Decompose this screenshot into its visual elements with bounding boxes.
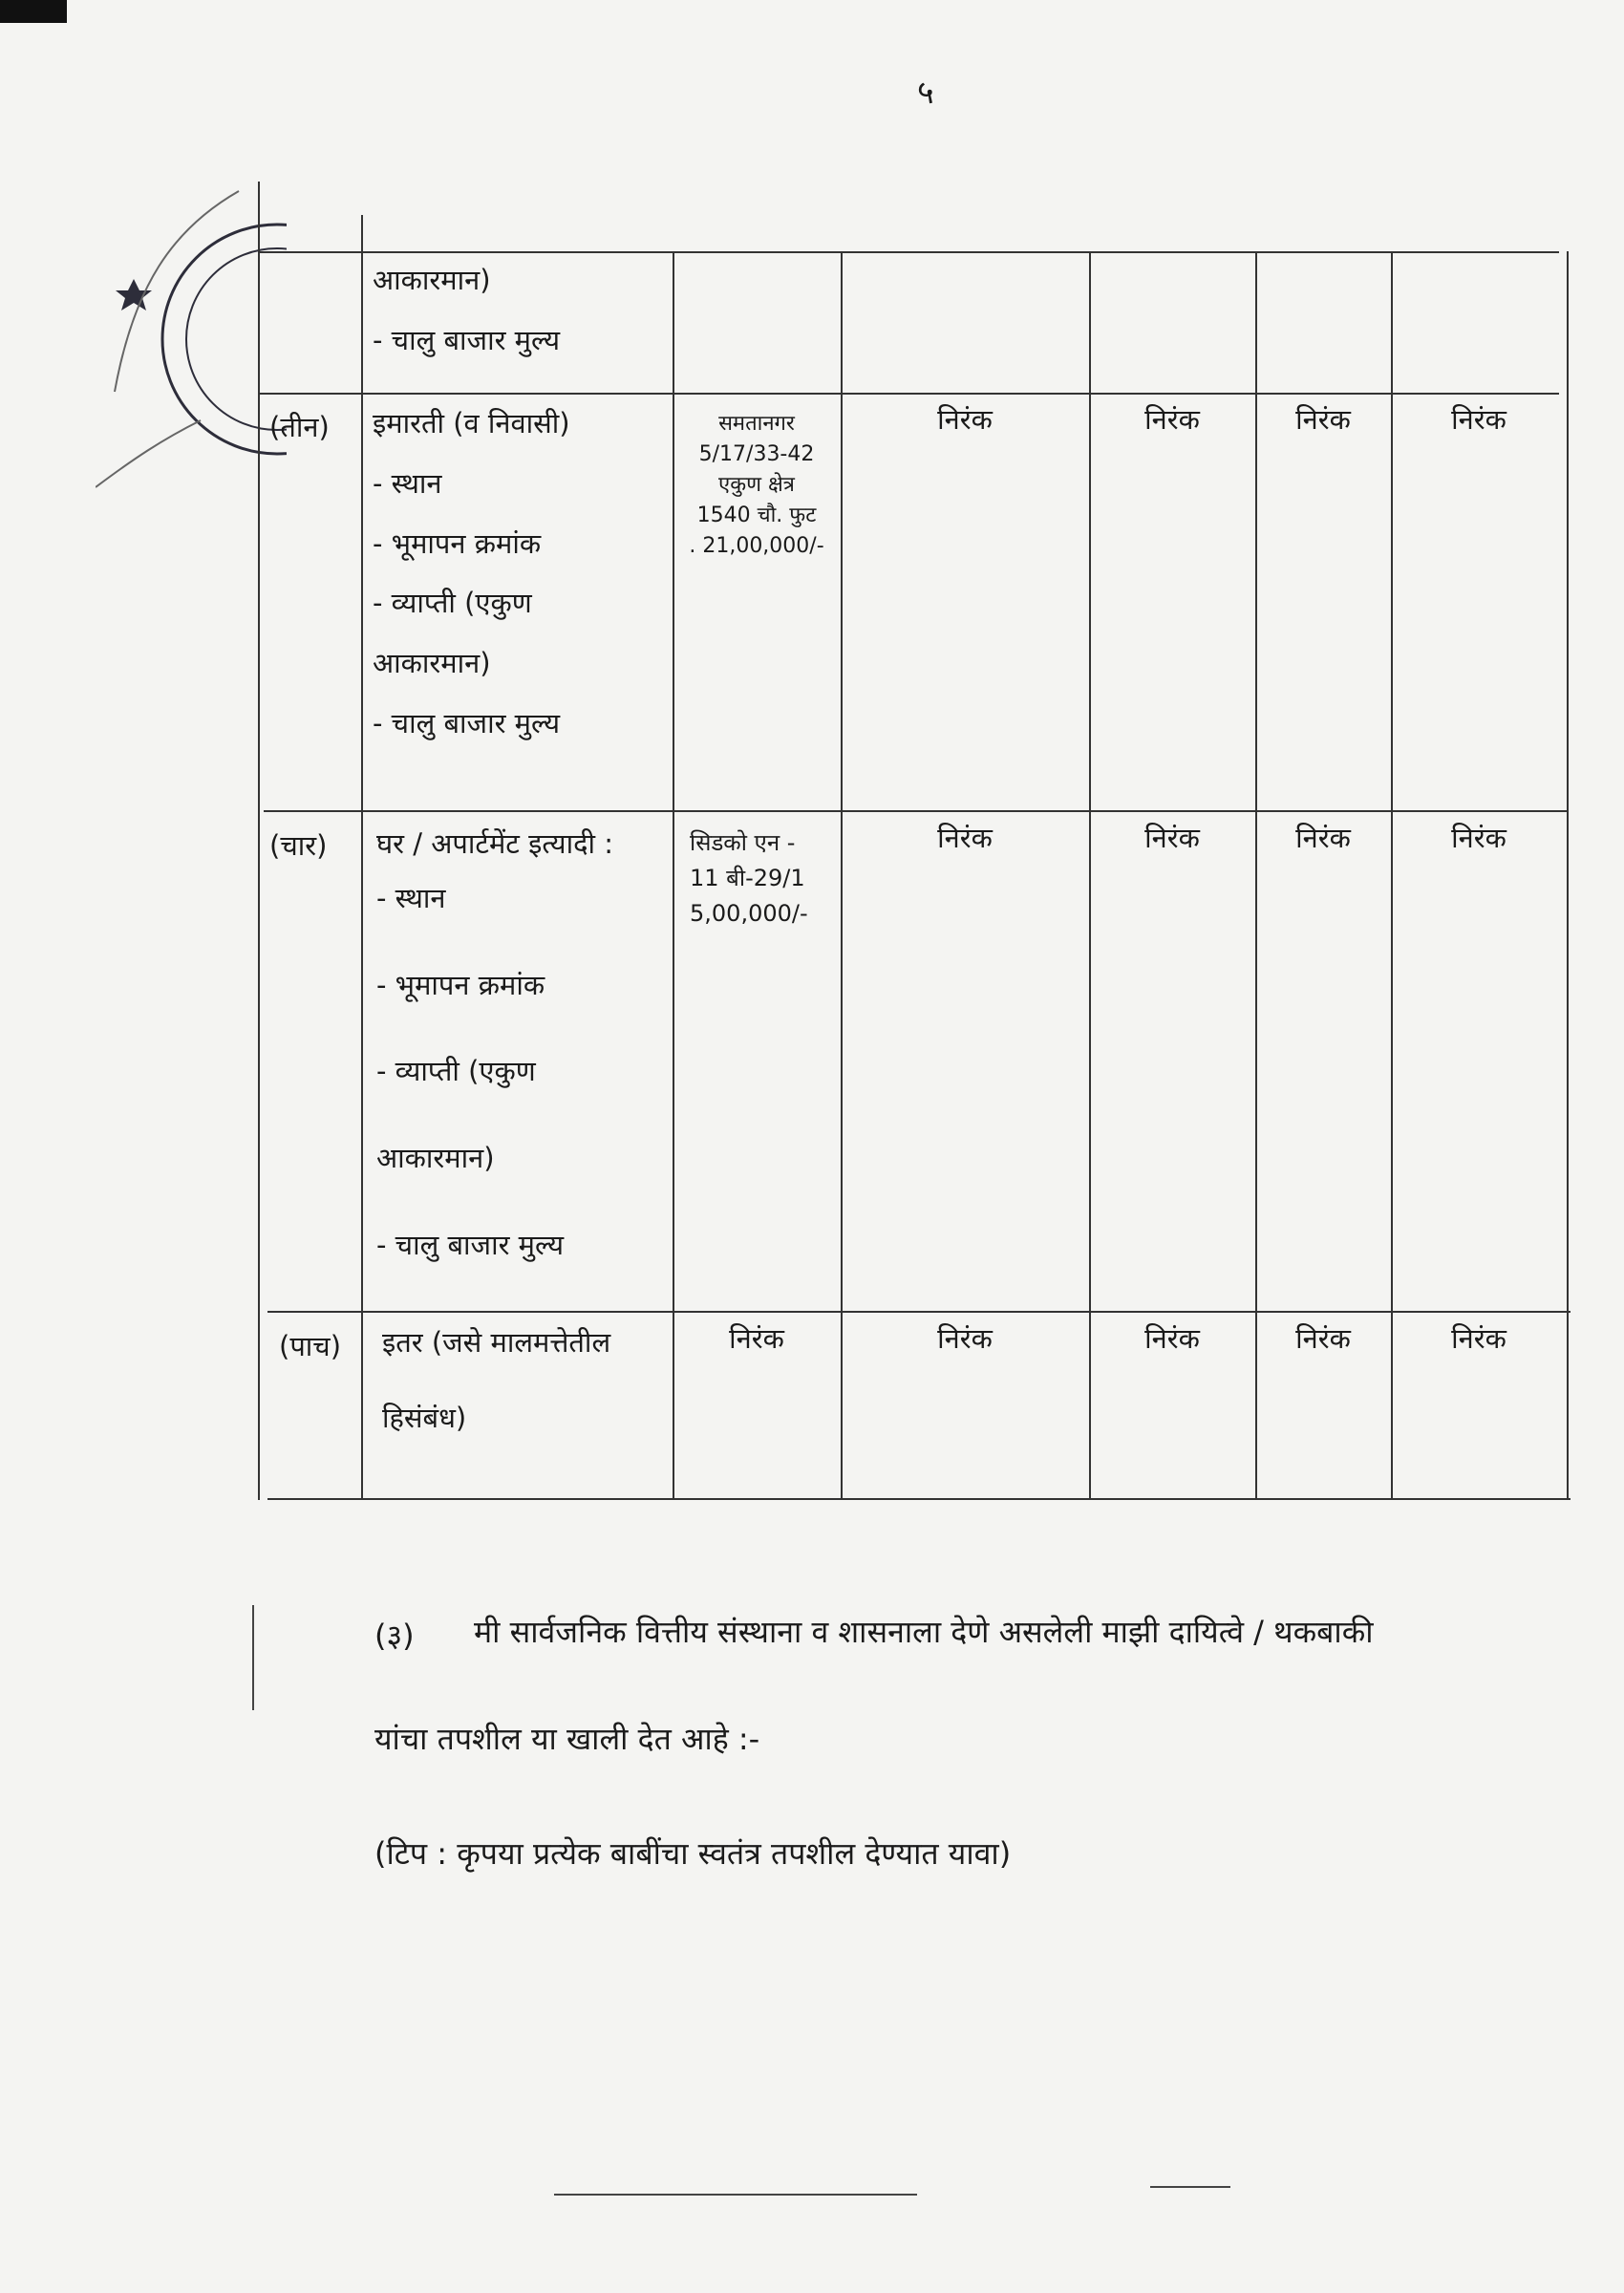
table-row-continuation-desc <box>363 256 669 390</box>
detail-line: 5,00,000/- <box>690 900 808 928</box>
desc-line: इमारती (व निवासी) <box>373 407 570 439</box>
detail-line: 11 बी-29/1 <box>690 865 805 892</box>
desc-line: - व्याप्ती (एकुण <box>373 587 532 620</box>
row-paach-col4: निरंक <box>1295 1322 1351 1355</box>
desc-line: - व्याप्ती (एकुण <box>376 1055 536 1088</box>
section-3-line-1: मी सार्वजनिक वित्तीय संस्थाना व शासनाला देणे असलेली माझी दायित्वे / थकबाकी <box>474 1614 1374 1650</box>
detail-line: समतानगर <box>718 412 795 436</box>
section-3-number: (३) <box>374 1618 415 1654</box>
row-chaar-col3: निरंक <box>1144 822 1200 854</box>
desc-line: आकारमान) <box>373 264 491 296</box>
row-paach-col5: निरंक <box>1451 1322 1506 1355</box>
desc-line: - चालु बाजार मुल्य <box>373 706 561 739</box>
footer-rule <box>1150 2186 1230 2188</box>
row-chaar-col4: निरंक <box>1295 822 1351 854</box>
row-paach-col1: निरंक <box>729 1322 784 1355</box>
row-chaar-property-details <box>680 818 833 940</box>
margin-rule <box>252 1605 254 1710</box>
desc-line: आकारमान) <box>376 1142 495 1175</box>
row-paach-description <box>373 1318 678 1490</box>
desc-line: हिसंबंध) <box>382 1401 467 1434</box>
row-paach-col3: निरंक <box>1144 1322 1200 1355</box>
row-teen-col5: निरंक <box>1451 403 1506 436</box>
section-3-line-2: यांचा तपशील या खाली देत आहे :- <box>374 1721 760 1757</box>
detail-line: एकुण क्षेत्र <box>718 472 795 497</box>
footer-rule <box>554 2194 917 2196</box>
row-chaar-col5: निरंक <box>1451 822 1506 854</box>
detail-line: सिडको एन - <box>690 829 796 856</box>
detail-line: . 21,00,000/- <box>689 533 824 558</box>
row-paach-col2: निरंक <box>937 1322 993 1355</box>
page-number: ५ <box>917 74 934 112</box>
desc-line: इतर (जसे मालमत्तेतील <box>382 1326 611 1359</box>
desc-line: घर / अपार्टमेंट इत्यादी : <box>376 827 614 860</box>
desc-line: आकारमान) <box>373 647 491 680</box>
section-3-note: (टिप : कृपया प्रत्येक बाबींचा स्वतंत्र तपशील देण्यात यावा) <box>374 1835 1012 1872</box>
scan-corner-mark <box>0 0 67 23</box>
row-index-teen: (तीन) <box>269 411 330 443</box>
desc-line: - चालु बाजार मुल्य <box>373 323 561 356</box>
row-teen-col2: निरंक <box>937 403 993 436</box>
row-teen-col4: निरंक <box>1295 403 1351 436</box>
row-index-paach: (पाच) <box>279 1330 342 1362</box>
row-chaar-col2: निरंक <box>937 822 993 854</box>
row-teen-property-details <box>674 401 839 568</box>
row-chaar-description <box>367 820 673 1307</box>
desc-line: - भूमापन क्रमांक <box>373 526 542 560</box>
row-index-chaar: (चार) <box>269 829 328 862</box>
detail-line: 5/17/33-42 <box>698 441 815 466</box>
row-teen-col3: निरंक <box>1144 403 1200 436</box>
desc-line: - चालु बाजार मुल्य <box>376 1228 565 1261</box>
detail-line: 1540 चौ. फुट <box>696 503 817 527</box>
desc-line: - भूमापन क्रमांक <box>376 968 545 1001</box>
row-teen-description <box>363 399 669 810</box>
desc-line: - स्थान <box>376 881 446 914</box>
desc-line: - स्थान <box>373 466 442 500</box>
